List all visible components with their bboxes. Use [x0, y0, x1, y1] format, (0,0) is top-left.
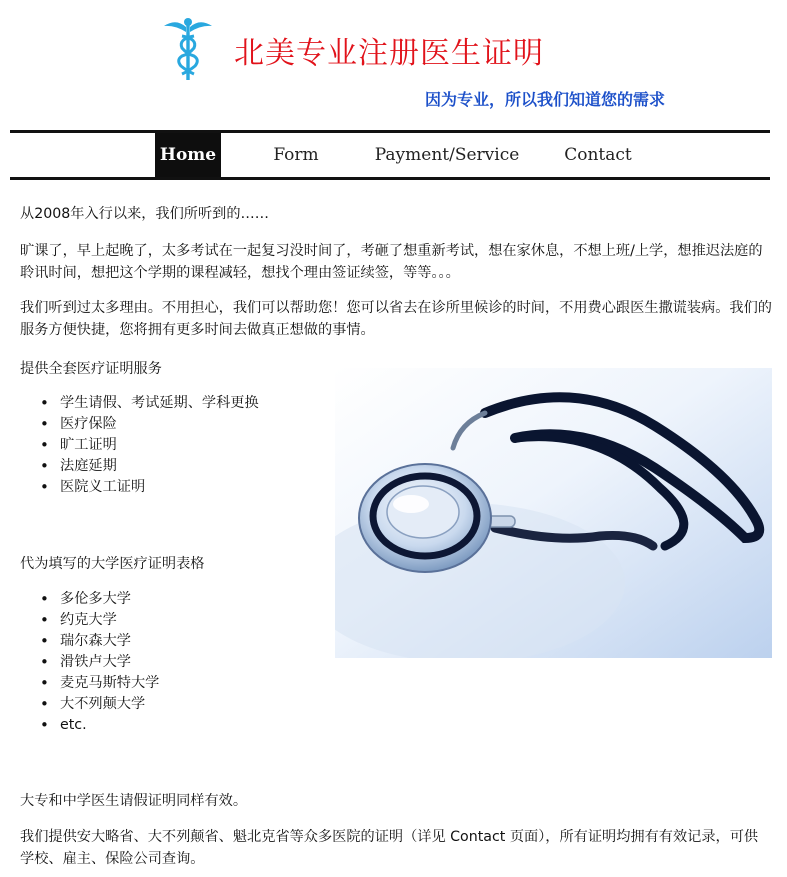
nav-contact[interactable]: Contact: [564, 145, 632, 165]
forms-heading: 代为填写的大学医疗证明表格: [20, 556, 205, 572]
list-item: • 约克大学: [40, 610, 159, 631]
nav-form[interactable]: Form: [273, 145, 319, 165]
reassure-text: 我们听到过太多理由。不用担心，我们可以帮助您！您可以省去在诊所里候诊的时间，不用费心跟医生撒谎装病。我们的服务方便快捷，您将拥有更多时间去做真正想做的事情。: [20, 300, 772, 338]
list-item: • 滑铁卢大学: [40, 652, 159, 673]
list-item: • 旷工证明: [40, 435, 259, 456]
list-item: • 学生请假、考试延期、学科更换: [40, 393, 259, 414]
services-heading: 提供全套医疗证明服务: [20, 361, 162, 377]
services-list: [40, 393, 259, 498]
intro-text: 从2008年入行以来，我们所听到的……: [20, 206, 269, 222]
nav-payment-service[interactable]: Payment/Service: [374, 145, 520, 165]
main-nav: [10, 130, 770, 180]
reasons-text: 旷课了，早上起晚了，太多考试在一起复习没时间了，考砸了想重新考试，想在家休息，不想上班/上学，想推迟法庭的聆讯时间，想把这个学期的课程减轻，想找个理由签证续签，等等。。。: [20, 243, 763, 281]
site-title: 北美专业注册医生证明: [234, 36, 544, 71]
stethoscope-image: [335, 368, 772, 658]
college-note: 大专和中学医生请假证明同样有效。: [20, 793, 248, 809]
list-item: • 医院义工证明: [40, 477, 259, 498]
hospitals-note: 我们提供安大略省、大不列颠省、魁北克省等众多医院的证明（详见 Contact 页面），所有证明均拥有有效记录，可供学校、雇主、保险公司查询。: [20, 829, 759, 867]
universities-list: [40, 589, 159, 736]
list-item: • 麦克马斯特大学: [40, 673, 159, 694]
list-item: • etc.: [40, 715, 159, 736]
list-item: • 大不列颠大学: [40, 694, 159, 715]
list-item: • 瑞尔森大学: [40, 631, 159, 652]
site-header: [0, 0, 787, 130]
list-item: • 医疗保险: [40, 414, 259, 435]
nav-home[interactable]: Home: [155, 133, 221, 177]
list-item: • 法庭延期: [40, 456, 259, 477]
list-item: • 多伦多大学: [40, 589, 159, 610]
tagline: 因为专业，所以我们知道您的需求: [425, 90, 666, 109]
caduceus-icon: [160, 16, 216, 82]
